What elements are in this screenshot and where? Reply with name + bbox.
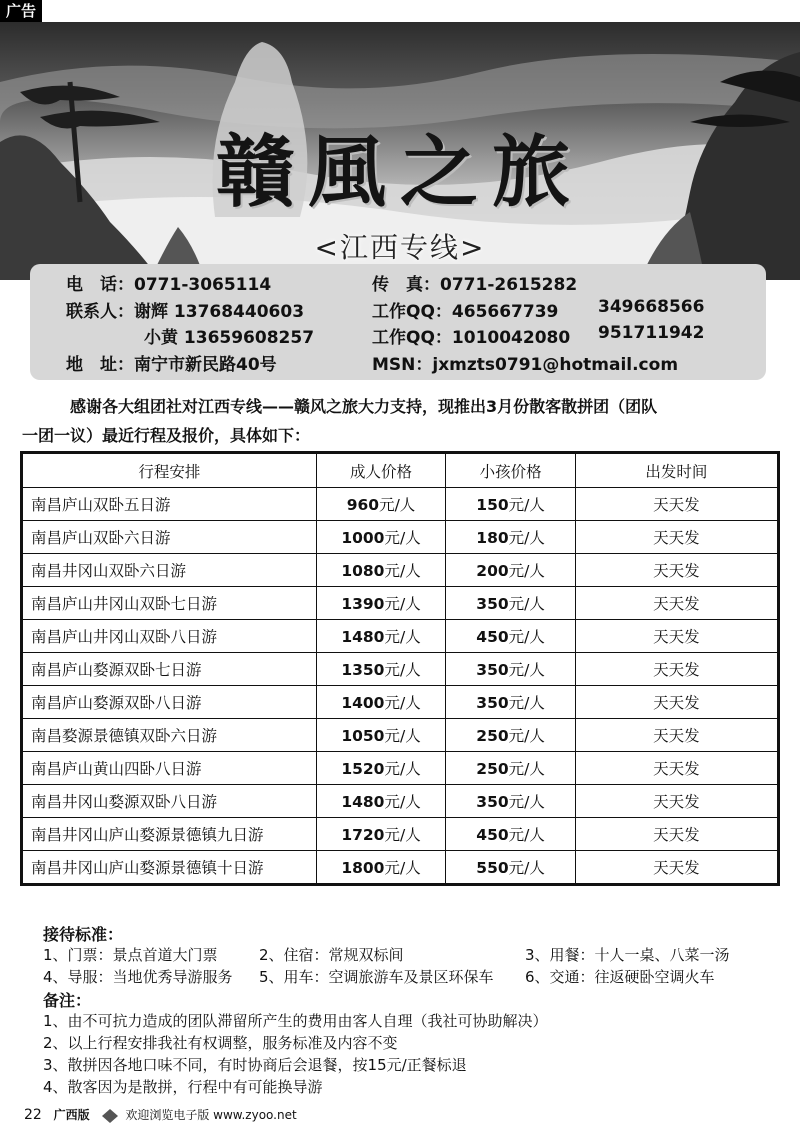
page-number: 22 bbox=[24, 1107, 42, 1123]
departure-time: 天天发 bbox=[575, 488, 778, 521]
intro-paragraph bbox=[22, 392, 782, 450]
table-row bbox=[22, 521, 779, 554]
msn-label: MSN： bbox=[372, 355, 433, 375]
price-unit: 元/人 bbox=[508, 727, 545, 745]
child-price bbox=[446, 554, 576, 587]
child-price bbox=[446, 521, 576, 554]
child-price bbox=[446, 686, 576, 719]
price-unit: 元/人 bbox=[384, 859, 421, 877]
adult-price bbox=[316, 521, 446, 554]
departure-time: 天天发 bbox=[575, 620, 778, 653]
banner-title: 贛風之旅 bbox=[215, 127, 584, 218]
price-unit: 元/人 bbox=[384, 694, 421, 712]
adult-price-value: 1480 bbox=[341, 793, 385, 811]
table-row bbox=[22, 785, 779, 818]
standards-title: 接待标准： bbox=[43, 925, 124, 944]
child-price-value: 200 bbox=[476, 562, 509, 580]
remark-item: 1、由不可抗力造成的团队滞留所产生的费用由客人自理（我社可协助解决） bbox=[43, 1012, 548, 1030]
price-unit: 元/人 bbox=[384, 562, 421, 580]
departure-time: 天天发 bbox=[575, 851, 778, 885]
adult-price bbox=[316, 818, 446, 851]
adult-price-value: 1000 bbox=[341, 529, 385, 547]
table-row bbox=[22, 686, 779, 719]
adult-price-value: 1400 bbox=[341, 694, 385, 712]
qq-1a: 465667739 bbox=[451, 302, 559, 322]
adult-price bbox=[316, 620, 446, 653]
price-unit: 元/人 bbox=[508, 859, 545, 877]
adult-price-value: 1350 bbox=[341, 661, 385, 679]
price-unit: 元/人 bbox=[508, 694, 545, 712]
adult-price-value: 1480 bbox=[341, 628, 385, 646]
phone-number: 0771-3065114 bbox=[134, 275, 272, 295]
route-name: 南昌井冈山庐山婺源景德镇十日游 bbox=[22, 851, 317, 885]
qq-2a: 1010042080 bbox=[451, 328, 571, 348]
child-price-value: 180 bbox=[476, 529, 509, 547]
banner bbox=[0, 22, 800, 280]
qq-label-1: 工作QQ： bbox=[372, 302, 452, 322]
child-price bbox=[446, 818, 576, 851]
departure-time: 天天发 bbox=[575, 521, 778, 554]
footer-website-text[interactable]: 欢迎浏览电子版 www.zyoo.net bbox=[125, 1108, 297, 1122]
table-row bbox=[22, 488, 779, 521]
price-unit: 元/人 bbox=[384, 661, 421, 679]
price-unit: 元/人 bbox=[508, 628, 545, 646]
departure-time: 天天发 bbox=[575, 554, 778, 587]
address-value: 南宁市新民路40号 bbox=[134, 355, 277, 375]
remark-item: 4、散客因为是散拼，行程中有可能换导游 bbox=[43, 1078, 323, 1096]
notes-section bbox=[43, 922, 783, 1098]
standard-item: 5、用车：空调旅游车及景区环保车 bbox=[259, 968, 494, 986]
departure-time: 天天发 bbox=[575, 719, 778, 752]
child-price bbox=[446, 653, 576, 686]
phone-label: 电 话： bbox=[66, 275, 134, 295]
child-price-value: 350 bbox=[476, 595, 509, 613]
price-unit: 元/人 bbox=[508, 529, 545, 547]
price-unit: 元/人 bbox=[384, 793, 421, 811]
route-name: 南昌婺源景德镇双卧六日游 bbox=[22, 719, 317, 752]
adult-price bbox=[316, 686, 446, 719]
intro-line-2: 一团一议）最近行程及报价，具体如下： bbox=[22, 426, 311, 445]
route-name: 南昌庐山井冈山双卧八日游 bbox=[22, 620, 317, 653]
table-row bbox=[22, 554, 779, 587]
route-name: 南昌庐山双卧六日游 bbox=[22, 521, 317, 554]
contact-box bbox=[30, 264, 766, 380]
route-name: 南昌庐山婺源双卧七日游 bbox=[22, 653, 317, 686]
departure-time: 天天发 bbox=[575, 752, 778, 785]
adult-price bbox=[316, 719, 446, 752]
standard-item: 4、导服：当地优秀导游服务 bbox=[43, 968, 233, 986]
adult-price-value: 1520 bbox=[341, 760, 385, 778]
child-price bbox=[446, 785, 576, 818]
intro-line-1: 感谢各大组团社对江西专线——赣风之旅大力支持，现推出3月份散客散拼团（团队 bbox=[70, 397, 658, 416]
qq-row-1 bbox=[372, 297, 558, 322]
standards-row-1 bbox=[43, 944, 783, 966]
child-price bbox=[446, 620, 576, 653]
contact-row-1 bbox=[66, 297, 304, 322]
adult-price-value: 1800 bbox=[341, 859, 385, 877]
table-row bbox=[22, 587, 779, 620]
child-price-value: 150 bbox=[476, 496, 509, 514]
adult-price bbox=[316, 851, 446, 885]
route-name: 南昌井冈山庐山婺源景德镇九日游 bbox=[22, 818, 317, 851]
price-unit: 元/人 bbox=[508, 496, 545, 514]
banner-subtitle: <江西专线> bbox=[314, 231, 486, 264]
remark-item: 2、以上行程安排我社有权调整，服务标准及内容不变 bbox=[43, 1034, 398, 1052]
price-unit: 元/人 bbox=[508, 760, 545, 778]
magazine-logo-icon bbox=[102, 1109, 118, 1123]
child-price-value: 450 bbox=[476, 628, 509, 646]
table-row bbox=[22, 719, 779, 752]
price-table bbox=[20, 451, 780, 886]
child-price-value: 350 bbox=[476, 661, 509, 679]
fax-row bbox=[372, 270, 577, 295]
qq-1b: 349668566 bbox=[598, 297, 705, 317]
price-unit: 元/人 bbox=[384, 826, 421, 844]
table-row bbox=[22, 851, 779, 885]
address-label: 地 址： bbox=[66, 355, 134, 375]
table-row bbox=[22, 818, 779, 851]
price-unit: 元/人 bbox=[384, 595, 421, 613]
price-unit: 元/人 bbox=[384, 529, 421, 547]
table-row bbox=[22, 653, 779, 686]
route-name: 南昌庐山双卧五日游 bbox=[22, 488, 317, 521]
adult-price bbox=[316, 554, 446, 587]
child-price bbox=[446, 752, 576, 785]
departure-time: 天天发 bbox=[575, 653, 778, 686]
price-unit: 元/人 bbox=[508, 826, 545, 844]
departure-time: 天天发 bbox=[575, 587, 778, 620]
price-unit: 元/人 bbox=[508, 793, 545, 811]
child-price-value: 250 bbox=[476, 727, 509, 745]
child-price bbox=[446, 719, 576, 752]
edition-label: 广西版 bbox=[53, 1108, 90, 1122]
price-unit: 元/人 bbox=[508, 562, 545, 580]
phone-row bbox=[66, 270, 271, 295]
standard-item: 3、用餐：十人一桌、八菜一汤 bbox=[525, 946, 730, 964]
msn-row bbox=[372, 350, 678, 375]
price-unit: 元/人 bbox=[379, 496, 416, 514]
standard-item: 6、交通：往返硬卧空调火车 bbox=[525, 968, 715, 986]
address-row bbox=[66, 350, 277, 375]
standards-row-2 bbox=[43, 966, 783, 988]
msn-value: jxmzts0791@hotmail.com bbox=[432, 355, 679, 375]
price-unit: 元/人 bbox=[384, 727, 421, 745]
route-name: 南昌庐山婺源双卧八日游 bbox=[22, 686, 317, 719]
child-price-value: 550 bbox=[476, 859, 509, 877]
qq-label-2: 工作QQ： bbox=[372, 328, 452, 348]
child-price-value: 350 bbox=[476, 694, 509, 712]
departure-time: 天天发 bbox=[575, 686, 778, 719]
adult-price-value: 960 bbox=[346, 496, 380, 514]
adult-price bbox=[316, 653, 446, 686]
route-name: 南昌庐山黄山四卧八日游 bbox=[22, 752, 317, 785]
child-price bbox=[446, 488, 576, 521]
price-unit: 元/人 bbox=[384, 628, 421, 646]
child-price-value: 250 bbox=[476, 760, 509, 778]
adult-price-value: 1390 bbox=[341, 595, 385, 613]
adult-price bbox=[316, 785, 446, 818]
adult-price-value: 1080 bbox=[341, 562, 385, 580]
header-route: 行程安排 bbox=[22, 453, 317, 488]
fax-label: 传 真： bbox=[372, 275, 440, 295]
route-name: 南昌井冈山婺源双卧八日游 bbox=[22, 785, 317, 818]
table-row bbox=[22, 620, 779, 653]
header-departure: 出发时间 bbox=[575, 453, 778, 488]
qq-2b: 951711942 bbox=[598, 323, 705, 343]
contact-person-1: 谢辉 13768440603 bbox=[134, 302, 305, 322]
route-name: 南昌井冈山双卧六日游 bbox=[22, 554, 317, 587]
child-price bbox=[446, 851, 576, 885]
price-unit: 元/人 bbox=[508, 661, 545, 679]
standard-item: 2、住宿：常规双标间 bbox=[259, 946, 404, 964]
departure-time: 天天发 bbox=[575, 785, 778, 818]
child-price-value: 450 bbox=[476, 826, 509, 844]
adult-price-value: 1720 bbox=[341, 826, 385, 844]
table-row bbox=[22, 752, 779, 785]
child-price-value: 350 bbox=[476, 793, 509, 811]
qq-row-2 bbox=[372, 323, 570, 348]
contact-person-2: 小黄 13659608257 bbox=[144, 328, 315, 348]
header-adult-price: 成人价格 bbox=[316, 453, 446, 488]
departure-time: 天天发 bbox=[575, 818, 778, 851]
child-price bbox=[446, 587, 576, 620]
header-child-price: 小孩价格 bbox=[446, 453, 576, 488]
ad-label: 广告 bbox=[0, 0, 42, 22]
price-unit: 元/人 bbox=[508, 595, 545, 613]
route-name: 南昌庐山井冈山双卧七日游 bbox=[22, 587, 317, 620]
standard-item: 1、门票：景点首道大门票 bbox=[43, 946, 218, 964]
adult-price-value: 1050 bbox=[341, 727, 385, 745]
table-header-row bbox=[22, 453, 779, 488]
page-footer bbox=[24, 1106, 297, 1123]
fax-number: 0771-2615282 bbox=[440, 275, 578, 295]
remarks-title: 备注： bbox=[43, 991, 92, 1010]
contact-label: 联系人： bbox=[66, 302, 134, 322]
adult-price bbox=[316, 488, 446, 521]
remark-item: 3、散拼因各地口味不同，有时协商后会退餐，按15元/正餐标退 bbox=[43, 1056, 467, 1074]
price-unit: 元/人 bbox=[384, 760, 421, 778]
adult-price bbox=[316, 752, 446, 785]
adult-price bbox=[316, 587, 446, 620]
